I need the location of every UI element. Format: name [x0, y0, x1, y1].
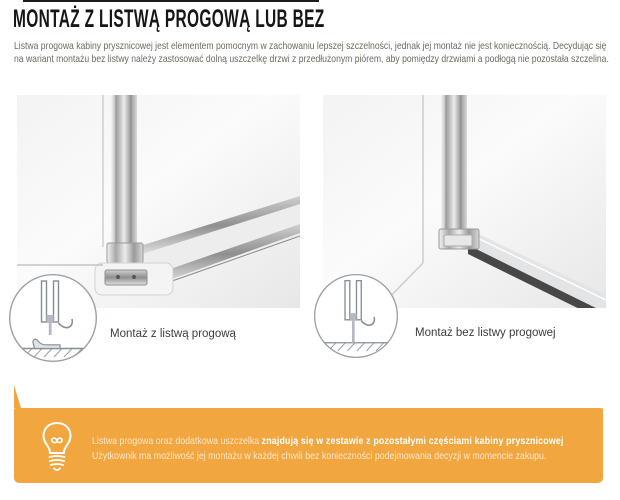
page-title: MONTAŻ Z LISTWĄ PROGOWĄ LUB BEZ — [13, 5, 325, 33]
intro-paragraph — [14, 40, 620, 65]
intro-line-1: Listwa progowa kabiny prysznicowej jest elementem pomocnym w zachowaniu lepszej szczelności, jednak jej montaż nie jest koniecznością. Decydując się — [14, 40, 607, 52]
seal-profile-no-strip-diagram — [313, 273, 399, 359]
banner-line-2: Użytkownik ma możliwość jej montażu w każdej chwili bez konieczności podejmowania decyzji w momencie zakupu. — [92, 450, 547, 462]
banner-bold-text: znajdują się w zestawie z pozostałymi częściami kabiny prysznicowej — [261, 435, 564, 447]
inset-diagram-without-strip — [313, 273, 399, 359]
banner-corner-tail — [14, 385, 21, 408]
caption-without-strip: Montaż bez listwy progowej — [415, 327, 556, 339]
seal-profile-with-strip-diagram — [8, 273, 98, 363]
banner-lead-text: Listwa progowa oraz dodatkowa uszczelka — [92, 435, 260, 447]
lightbulb-icon — [37, 420, 77, 476]
info-banner — [14, 408, 603, 483]
intro-line-2: na wariant montażu bez listwy należy zastosować dolną uszczelkę drzwi z przedłużonym piórem, aby pomiędzy drzwiami a podłogą nie pozostała szczelina. — [14, 52, 609, 65]
inset-diagram-with-strip — [8, 273, 98, 363]
banner-line-1 — [92, 434, 564, 449]
top-edge-line — [23, 0, 319, 2]
banner-text — [92, 434, 594, 464]
caption-with-strip: Montaż z listwą progową — [110, 328, 236, 340]
